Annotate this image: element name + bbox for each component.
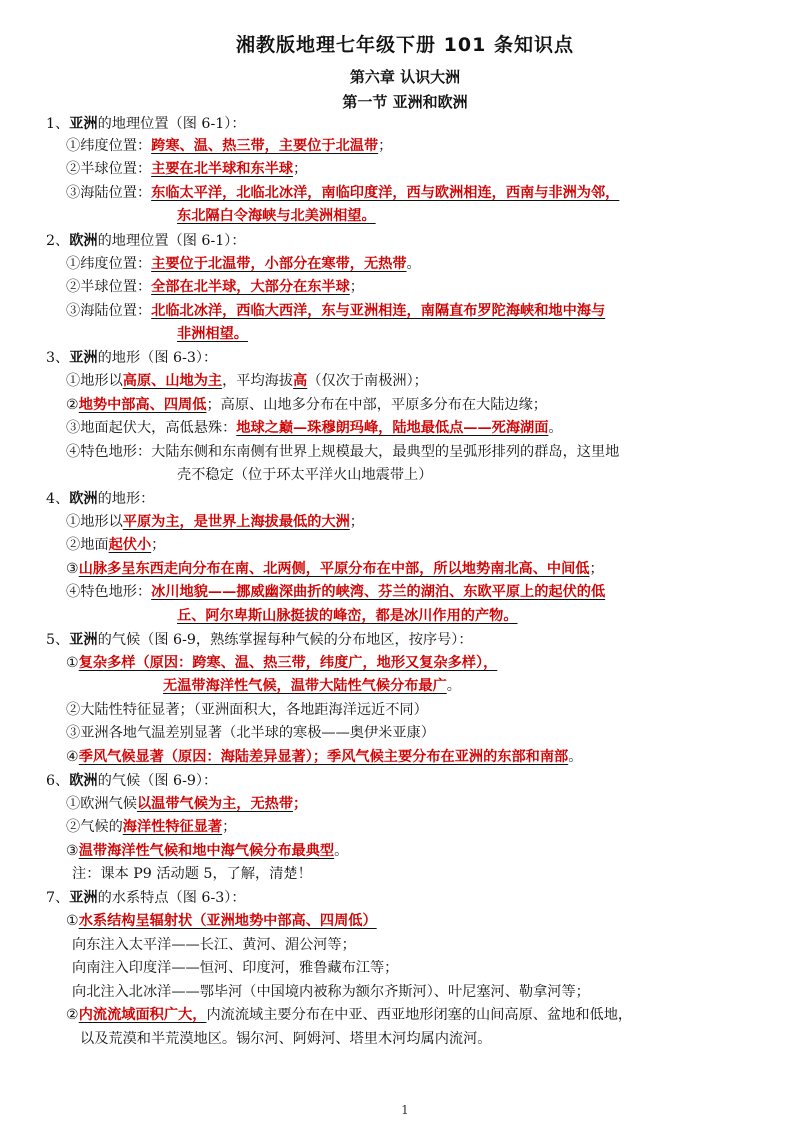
- text-line: [66, 910, 377, 932]
- key-point-text: 主要位于北温带，小部分在寒带，无热带: [151, 256, 407, 272]
- key-point-text: 非洲相望。: [177, 326, 248, 342]
- continent-name: 亚洲: [69, 890, 98, 906]
- text-line: [72, 957, 398, 979]
- key-point-text: 无温带海洋性气候，温带大陆性气候分布最广: [163, 678, 447, 694]
- text-line: [66, 816, 236, 838]
- line-text: 以及荒漠和半荒漠地区。锡尔河、阿姆河、塔里木河均属内流河。: [80, 1031, 492, 1047]
- line-text: ；: [151, 537, 166, 553]
- key-point-text: 海洋性特征显著: [122, 819, 223, 835]
- line-text: ③海陆位置：: [66, 303, 152, 319]
- line-text: 1、: [46, 116, 70, 132]
- line-text: ①纬度位置：: [66, 138, 152, 154]
- text-line: [46, 488, 154, 510]
- line-text: 的地形（图 6-3）：: [97, 350, 218, 366]
- text-line: [66, 253, 421, 275]
- line-text: ；高原、山地多分布在中部，平原多分布在大陆边缘；: [206, 397, 547, 413]
- text-line: [66, 840, 348, 862]
- line-text: 内流流域主要分布在中亚、西亚地形闭塞的山间高原、盆地和低地，: [206, 1007, 633, 1023]
- line-text: 。: [334, 843, 349, 859]
- line-text: 6、: [46, 773, 70, 789]
- key-point-text: 山脉多呈东西走向分布在南、北两侧，平原分布在中部，所以地势南北高、中间低: [78, 561, 590, 577]
- line-text: ④特色地形：: [66, 584, 152, 600]
- line-text: 壳不稳定（位于环太平洋火山地震带上）: [177, 467, 433, 483]
- line-text: ②半球位置：: [66, 279, 152, 295]
- text-line: [46, 770, 217, 792]
- key-point-text: 丘、阿尔卑斯山脉挺拔的峰峦，都是冰川作用的产物。: [177, 608, 518, 624]
- key-point-text: 以温带气候为主，无热带: [136, 796, 294, 812]
- line-text: ①: [66, 913, 79, 929]
- key-point-text: 高原、山地为主: [122, 373, 223, 389]
- line-text: 向南注入印度洋——恒河、印度河，雅鲁藏布江等；: [72, 960, 399, 976]
- text-line: [66, 793, 307, 815]
- continent-name: 亚洲: [69, 116, 98, 132]
- text-line: [66, 394, 547, 416]
- line-text: ；: [349, 279, 364, 295]
- line-text: 2、: [46, 233, 70, 249]
- line-text: ②: [66, 1007, 79, 1023]
- line-text: ③亚洲各地气温差别显著（北半球的寒极——奥伊米亚康）: [66, 725, 435, 741]
- key-point-text: 温带海洋性气候和地中海气候分布最典型: [78, 843, 335, 859]
- key-point-text: 北临北冰洋，西临大西洋，东与亚洲相连，南隔直布罗陀海峡和地中海与: [151, 303, 606, 319]
- line-text: 5、: [46, 632, 70, 648]
- line-text: 。: [568, 749, 583, 765]
- line-text: 。: [446, 678, 461, 694]
- text-line: [177, 464, 432, 486]
- text-line: [46, 629, 473, 651]
- key-point-text: 季风气候显著（原因：海陆差异显著）；季风气候主要分布在亚洲的东部和南部: [78, 749, 569, 765]
- text-line: [66, 417, 563, 439]
- line-text: ①地形以: [66, 373, 123, 389]
- line-text: ；: [349, 514, 364, 530]
- text-line: [66, 441, 619, 463]
- line-text: ①地形以: [66, 514, 123, 530]
- text-line: [46, 230, 246, 252]
- line-text: ②地面: [66, 537, 109, 553]
- text-line: [66, 276, 364, 298]
- text-line: [177, 205, 376, 227]
- key-point-text: 起伏小: [108, 537, 152, 553]
- key-point-text: 高: [293, 373, 308, 389]
- continent-name: 欧洲: [69, 491, 98, 507]
- line-text: ④特色地形：大陆东侧和东南侧有世界上规模最大，最典型的呈弧形排列的群岛，这里地: [66, 444, 620, 460]
- line-text: ①纬度位置：: [66, 256, 152, 272]
- continent-name: 欧洲: [69, 773, 98, 789]
- section-heading: 第一节 亚洲和欧洲: [342, 93, 468, 111]
- chapter-heading: 第六章 认识大洲: [349, 68, 461, 86]
- text-line: [66, 511, 364, 533]
- text-line: [66, 558, 604, 580]
- line-text: 的地理位置（图 6-1）：: [97, 116, 246, 132]
- key-point-text: 地势中部高、四周低: [78, 397, 207, 413]
- line-text: ①欧洲气候: [66, 796, 137, 812]
- key-point-text: 复杂多样（原因：跨寒、温、热三带，纬度广，地形又复杂多样），: [78, 655, 498, 671]
- continent-name: 亚洲: [69, 632, 98, 648]
- text-line: [177, 323, 248, 345]
- line-text: 4、: [46, 491, 70, 507]
- text-line: [66, 652, 497, 674]
- text-line: [66, 746, 582, 768]
- text-line: [46, 347, 217, 369]
- line-text: ①: [66, 655, 79, 671]
- text-line: [66, 182, 619, 204]
- line-text: ②气候的: [66, 819, 123, 835]
- text-line: [72, 863, 312, 885]
- text-line: [66, 1004, 632, 1026]
- line-text: ②半球位置：: [66, 161, 152, 177]
- line-text: ③海陆位置：: [66, 185, 152, 201]
- line-text: ，平均海拔: [222, 373, 294, 389]
- key-point-text: 东临太平洋，北临北冰洋，南临印度洋，西与欧洲相连，西南与非洲为邻，: [151, 185, 620, 201]
- text-line: [66, 722, 435, 744]
- text-line: [66, 135, 392, 157]
- line-text: 向北注入北冰洋——鄂毕河（中国境内被称为额尔齐斯河）、叶尼塞河、勒拿河等；: [72, 984, 590, 1000]
- text-line: [66, 158, 307, 180]
- text-line: [80, 1028, 491, 1050]
- key-point-text: 内流流域面积广大，: [78, 1007, 207, 1023]
- line-text: 的地理位置（图 6-1）：: [97, 233, 246, 249]
- key-point-text: 主要在北半球和东半球: [151, 161, 294, 177]
- line-text: ④: [66, 749, 79, 765]
- continent-name: 欧洲: [69, 233, 98, 249]
- line-text: 3、: [46, 350, 70, 366]
- text-line: [177, 605, 518, 627]
- key-point-text: 水系结构呈辐射状（亚洲地势中部高、四周低）: [78, 913, 377, 929]
- document-title: 湘教版地理七年级下册 101 条知识点: [236, 34, 574, 56]
- line-text: ；: [589, 561, 604, 577]
- line-text: ②: [66, 397, 79, 413]
- text-line: [66, 370, 428, 392]
- key-point-text: 地球之巅—珠穆朗玛峰，陆地最低点——死海湖面: [236, 420, 549, 436]
- key-point-text: 平原为主，是世界上海拔最低的大洲: [122, 514, 350, 530]
- line-text: ；: [378, 138, 393, 154]
- text-line: [72, 981, 590, 1003]
- line-text: 的气候（图 6-9）：: [97, 773, 218, 789]
- page-number: 1: [401, 1103, 409, 1117]
- line-text: 的水系特点（图 6-3）：: [97, 890, 246, 906]
- line-text: ③: [66, 843, 79, 859]
- text-line: [66, 699, 428, 721]
- key-point-text: 东北隔白令海峡与北美洲相望。: [177, 208, 376, 224]
- line-text: ②大陆性特征显著；（亚洲面积大，各地距海洋远近不同）: [66, 702, 428, 718]
- line-text: ；: [222, 819, 237, 835]
- text-line: [46, 887, 246, 909]
- line-text: ③: [66, 561, 79, 577]
- line-text: 的气候（图 6-9，熟练掌握每种气候的分布地区，按序号）：: [97, 632, 473, 648]
- line-text: ③地面起伏大，高低悬殊：: [66, 420, 237, 436]
- text-line: [72, 934, 356, 956]
- line-text: ；: [293, 161, 308, 177]
- continent-name: 亚洲: [69, 350, 98, 366]
- text-line: [163, 675, 461, 697]
- line-text: 注：课本 P9 活动题 5，了解，清楚！: [72, 866, 312, 882]
- text-line: [66, 534, 165, 556]
- key-point-text: ；: [293, 796, 308, 812]
- text-line: [66, 581, 605, 603]
- line-text: （仅次于南极洲）；: [307, 373, 428, 389]
- line-text: 向东注入太平洋——长江、黄河、湄公河等；: [72, 937, 356, 953]
- text-line: [46, 113, 246, 135]
- line-text: 的地形：: [97, 491, 155, 507]
- text-line: [66, 300, 605, 322]
- line-text: 。: [406, 256, 421, 272]
- line-text: 。: [548, 420, 563, 436]
- key-point-text: 全部在北半球，大部分在东半球: [151, 279, 350, 295]
- line-text: 7、: [46, 890, 70, 906]
- key-point-text: 冰川地貌——挪威幽深曲折的峡湾、芬兰的湖泊、东欧平原上的起伏的低: [151, 584, 606, 600]
- key-point-text: 跨寒、温、热三带，主要位于北温带: [151, 138, 379, 154]
